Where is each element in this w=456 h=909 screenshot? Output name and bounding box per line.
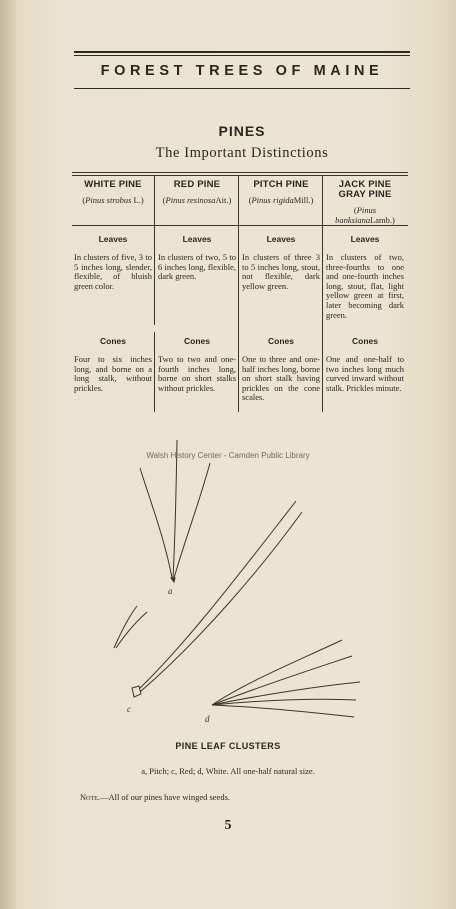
cones-heading: Cones <box>184 336 210 346</box>
figure-caption: PINE LEAF CLUSTERS <box>175 741 281 751</box>
red-pine-cluster-drawing <box>132 501 302 697</box>
figure-label-a: a <box>168 586 173 596</box>
pitch-pine-cluster-drawing <box>140 440 210 582</box>
authority: Mill.) <box>293 195 314 205</box>
binomial: Pinus rigida <box>251 195 294 205</box>
leaves-heading: Leaves <box>266 234 296 244</box>
leaves-heading: Leaves <box>182 234 212 244</box>
leaves-description: In clusters of five, 3 to 5 inches long, slender, flexible, of bluish green color. <box>74 252 152 291</box>
figure-label-d: d <box>205 714 210 724</box>
white-pine-cluster-drawing <box>212 640 360 717</box>
scientific-name: (Pinus rigidaMill.) <box>248 195 314 205</box>
section-title: PINES <box>218 123 266 139</box>
authority: Ait.) <box>215 195 232 205</box>
figure-label-c: c <box>127 704 131 714</box>
column-name: WHITE PINE <box>84 180 142 190</box>
column-name: RED PINE <box>173 180 221 190</box>
scientific-name: (Pinus resinosaAit.) <box>162 195 232 205</box>
footnote <box>80 792 230 802</box>
leaves-description: In clusters of three 3 to 5 inches long, stout, not flexible, dark yellow green. <box>242 252 320 291</box>
cones-description: One and one-half to two inches long much curved inward without stalk. Prickles minute. <box>326 354 404 393</box>
scientific-name: (Pinus banksianaLamb.) <box>335 205 395 225</box>
cones-description: Four to six inches long, and borne on a long stalk, without prickles. <box>74 354 152 393</box>
cones-heading: Cones <box>268 336 294 346</box>
footnote-lead: Note. <box>80 792 100 802</box>
needle-fragment-drawing <box>114 606 147 648</box>
cones-description: One to three and one-half inches long, borne on short stalk having prickles on the cone scales. <box>242 354 320 403</box>
figure-legend: a, Pitch; c, Red; d, White. All one-half natural size. <box>141 766 315 776</box>
binomial: Pinus banksiana <box>335 205 377 225</box>
column-name: PITCH PINE <box>253 180 309 190</box>
authority: Lamb.) <box>370 215 395 225</box>
leaves-heading: Leaves <box>350 234 380 244</box>
footnote-text: —All of our pines have winged seeds. <box>99 792 231 802</box>
cones-description: Two to two and one-fourth inches long, borne on short stalks without prickles. <box>158 354 236 393</box>
authority: L.) <box>131 195 144 205</box>
cones-heading: Cones <box>352 336 378 346</box>
running-title: FOREST TREES OF MAINE <box>100 63 384 79</box>
binomial: Pinus resinosa <box>165 195 216 205</box>
column-name: JACK PINE GRAY PINE <box>338 180 392 200</box>
leaves-description: In clusters of two, three-fourths to one and one-fourth inches long, stout, flat, light yellow green at first, later becoming dark green. <box>326 252 404 320</box>
library-watermark: Walsh History Center - Camden Public Library <box>146 451 310 460</box>
leaves-heading: Leaves <box>98 234 128 244</box>
cones-heading: Cones <box>100 336 126 346</box>
binomial: Pinus strobus <box>85 195 132 205</box>
leaves-description: In clusters of two, 5 to 6 inches long, flexible, dark green. <box>158 252 236 282</box>
scientific-name: (Pinus strobus L.) <box>82 195 144 205</box>
page-number: 5 <box>224 818 232 833</box>
section-subtitle: The Important Distinctions <box>155 145 329 161</box>
